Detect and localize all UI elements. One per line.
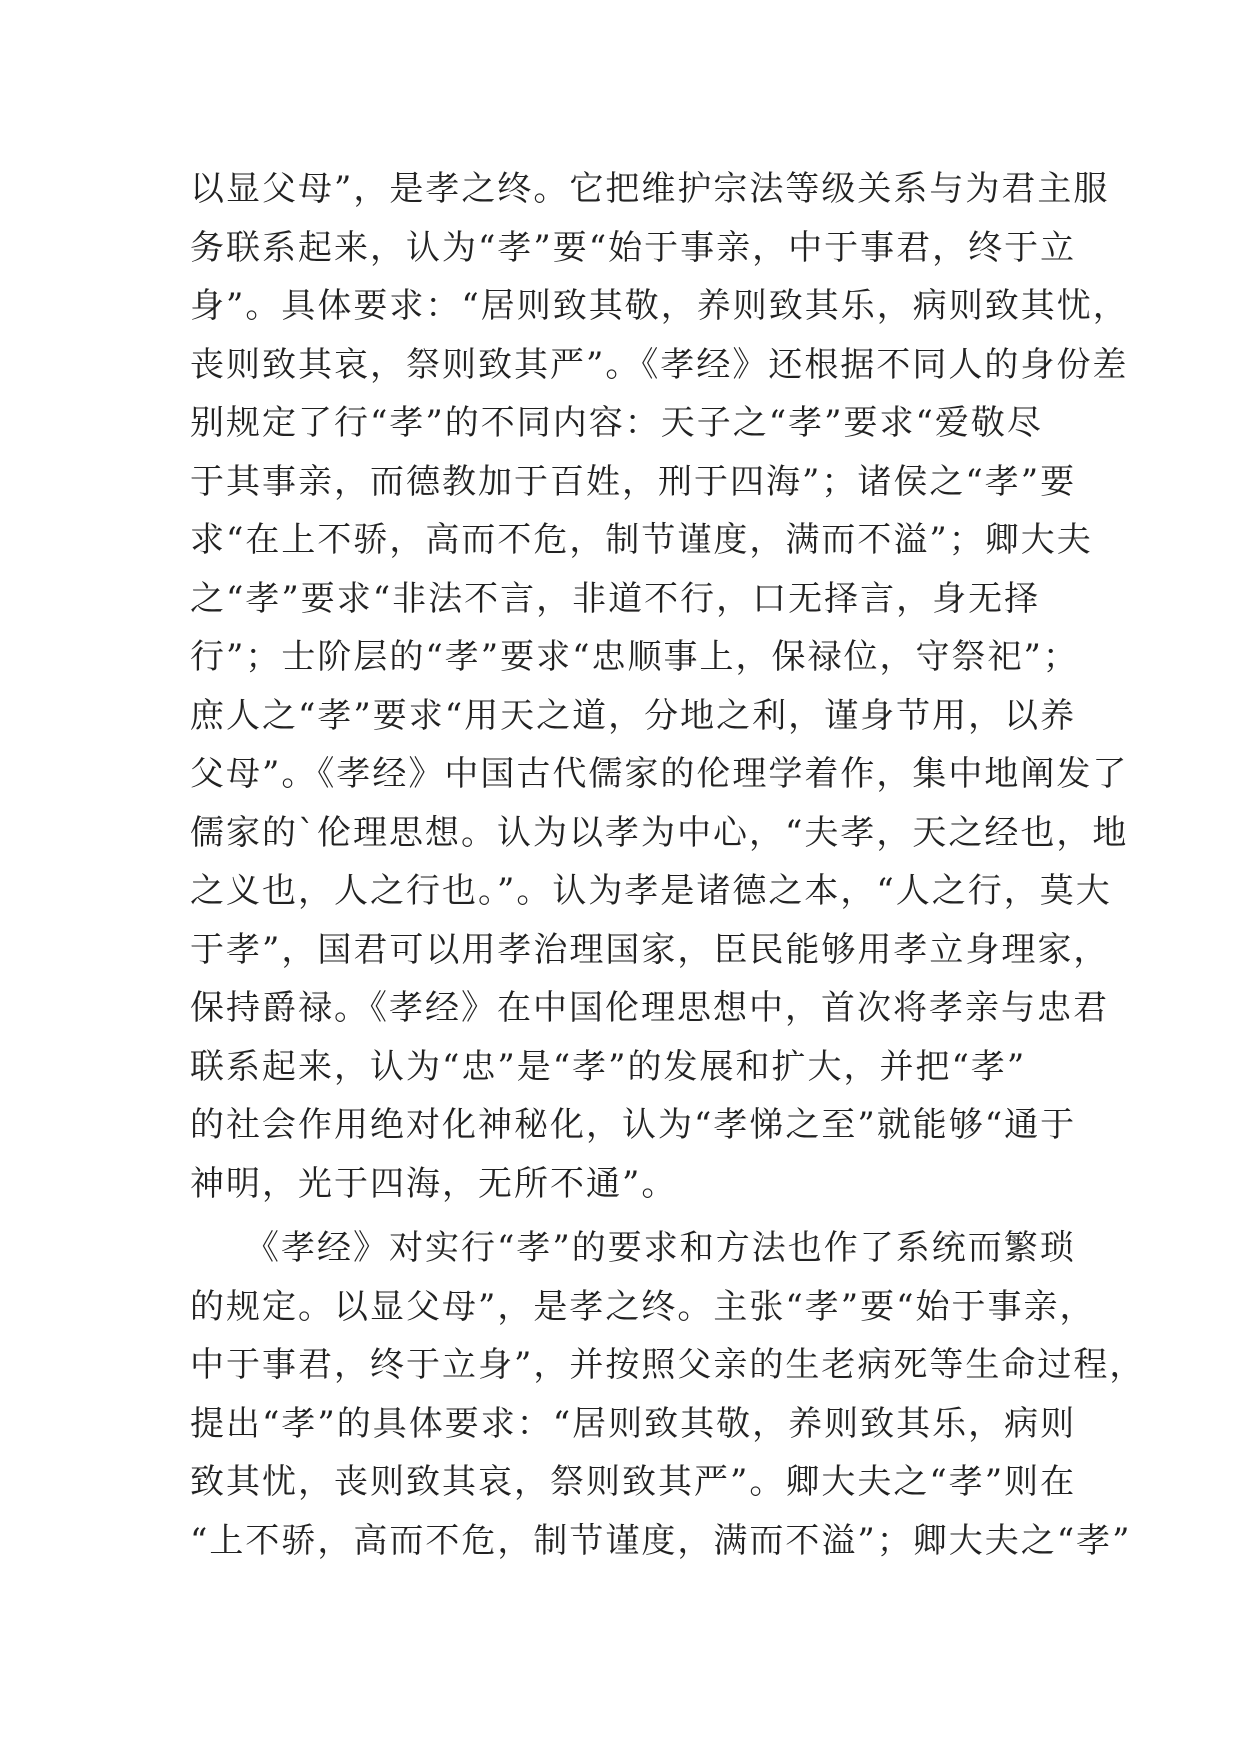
- paragraph-1: [190, 160, 1129, 1213]
- text-line: 丧则致其哀，祭则致其严”。《孝经》还根据不同人的身份差: [190, 344, 1129, 385]
- text-line: 的规定。以显父母”，是孝之终。主张“孝”要“始于事亲，: [190, 1286, 1096, 1327]
- text-line: 的社会作用绝对化神秘化，认为“孝悌之至”就能够“通于: [190, 1105, 1077, 1145]
- text-line: 儒家的`伦理思想。认为以孝为中心，“夫孝，天之经也，地: [190, 812, 1129, 853]
- body-text: [190, 160, 1146, 1570]
- text-line: 于孝”，国君可以用孝治理国家，臣民能够用孝立身理家，: [190, 929, 1110, 970]
- text-line: 致其忧，丧则致其哀，祭则致其严”。卿大夫之“孝”则在: [190, 1462, 1077, 1502]
- text-line: 中于事君，终于立身”，并按照父亲的生老病死等生命过程，: [190, 1345, 1146, 1385]
- text-line: 之义也，人之行也。”。认为孝是诸德之本，“人之行，莫大: [190, 871, 1112, 911]
- text-line: 以显父母”，是孝之终。它把维护宗法等级关系与为君主服: [190, 169, 1110, 209]
- paragraph-2: [190, 1219, 1146, 1570]
- text-line: 保持爵禄。《孝经》在中国伦理思想中，首次将孝亲与忠君: [190, 988, 1109, 1028]
- text-line: 提出“孝”的具体要求：“居则致其敬，养则致其乐，病则: [190, 1403, 1077, 1444]
- text-line: 务联系起来，认为“孝”要“始于事亲，中于事君，终于立: [190, 227, 1077, 268]
- text-line: 求“在上不骄，高而不危，制节谨度，满而不溢”；卿大夫: [190, 520, 1093, 560]
- text-line: 行”；士阶层的“孝”要求“忠顺事上，保禄位，守祭祀”；: [190, 637, 1079, 677]
- text-line: 身”。具体要求：“居则致其敬，养则致其乐，病则致其忧，: [190, 286, 1129, 326]
- text-line: 神明，光于四海，无所不通”。: [190, 1163, 678, 1204]
- text-line: 《孝经》对实行“孝”的要求和方法也作了系统而繁琐: [190, 1228, 1076, 1268]
- text-line: 于其事亲，而德教加于百姓，刑于四海”；诸侯之“孝”要: [190, 461, 1077, 502]
- text-line: 别规定了行“孝”的不同内容：天子之“孝”要求“爱敬尽: [190, 403, 1043, 443]
- text-line: “上不骄，高而不危，制节谨度，满而不溢”；卿大夫之“孝”: [190, 1520, 1132, 1561]
- text-line: 之“孝”要求“非法不言，非道不行，口无择言，身无择: [190, 578, 1041, 619]
- text-line: 联系起来，认为“忠”是“孝”的发展和扩大，并把“孝”: [190, 1046, 1027, 1087]
- text-line: 父母”。《孝经》中国古代儒家的伦理学着作，集中地阐发了: [190, 754, 1129, 794]
- text-line: 庶人之“孝”要求“用天之道，分地之利，谨身节用，以养: [190, 695, 1077, 736]
